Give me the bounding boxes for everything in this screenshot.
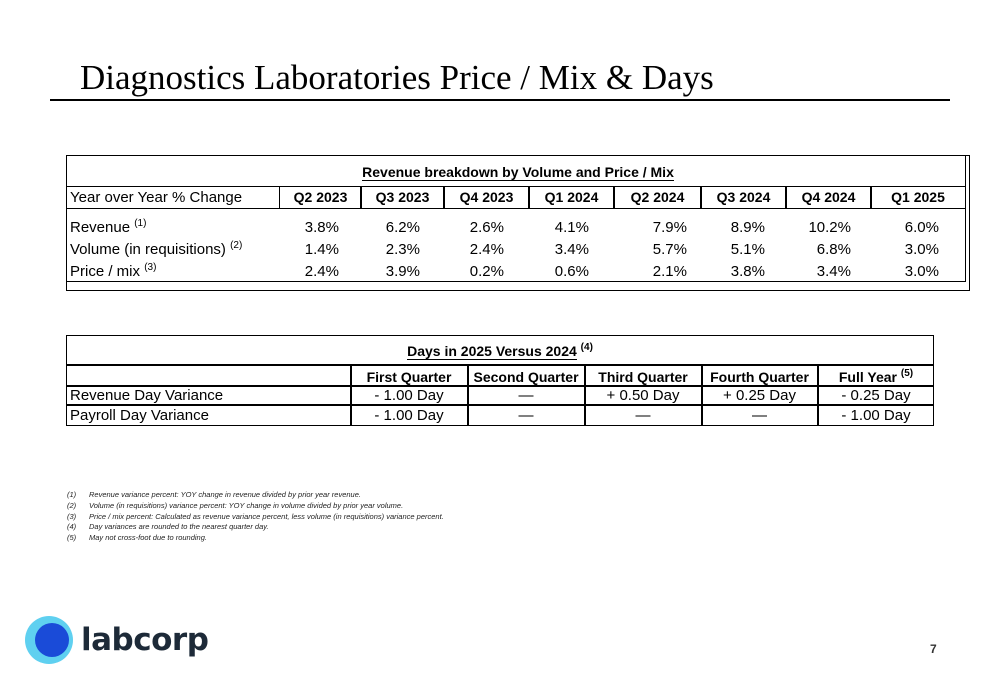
row-label-revenue-note: (1)	[134, 218, 147, 229]
table-cell: —	[518, 407, 534, 424]
footnote-number: (1)	[67, 490, 77, 499]
footnote-number: (5)	[67, 533, 77, 543]
table-cell: - 1.00 Day	[374, 407, 444, 424]
table-cell: 0.2%	[469, 263, 504, 280]
table-cell: —	[635, 407, 651, 424]
footnote-text: Volume (in requisitions) variance percent: YOY change in volume divided by prior year volume.	[89, 500, 404, 510]
table-cell: 4.1%	[554, 219, 589, 236]
table-cell: 3.8%	[730, 263, 765, 280]
revenue-breakdown-table	[66, 155, 970, 291]
table-cell: 6.2%	[385, 219, 420, 236]
table-cell: —	[752, 407, 767, 424]
table-cell: 2.3%	[385, 241, 420, 258]
footnote	[67, 522, 444, 533]
row-label-payroll-day-variance: Payroll Day Variance	[70, 407, 209, 424]
table-cell: - 0.25 Day	[841, 387, 911, 404]
footnote-number: (3)	[67, 511, 77, 521]
row-label-volume-note: (2)	[230, 240, 243, 251]
revenue-breakdown-header-row	[67, 186, 966, 209]
table-cell: 3.0%	[904, 241, 939, 258]
table-cell: 3.4%	[816, 263, 851, 280]
labcorp-logo	[25, 616, 208, 664]
footnote-text: Revenue variance percent: YOY change in revenue divided by prior year revenue.	[89, 490, 361, 499]
row-label-price-mix	[70, 262, 156, 282]
days-variance-caption-note: (4)	[580, 342, 593, 353]
footnote	[67, 501, 444, 512]
row-label-price-mix-note: (3)	[144, 262, 157, 273]
table2-divider-top	[67, 364, 933, 366]
column-header-third-quarter: Third Quarter	[598, 369, 688, 385]
revenue-breakdown-caption-text: Revenue breakdown by Volume and Price / Mix	[362, 164, 674, 180]
column-header-first-quarter: First Quarter	[366, 369, 452, 385]
table-cell: —	[518, 387, 534, 404]
table-cell: 3.0%	[904, 263, 939, 280]
page-title: Diagnostics Laboratories Price / Mix & Days	[80, 58, 714, 97]
column-header-q1-2025: Q1 2025	[870, 186, 966, 209]
table-cell: 2.1%	[652, 263, 687, 280]
table-cell: 1.4%	[304, 241, 339, 258]
footnotes	[67, 490, 444, 544]
table-cell: 8.9%	[730, 219, 765, 236]
footnote	[67, 512, 444, 523]
column-header-q3-2024: Q3 2024	[700, 186, 787, 209]
column-header-q4-2023: Q4 2023	[443, 186, 530, 209]
table-cell: 3.4%	[554, 241, 589, 258]
row-label-revenue-day-variance: Revenue Day Variance	[70, 387, 224, 404]
table-cell: 2.4%	[469, 241, 504, 258]
table-cell: + 0.25 Day	[723, 387, 796, 404]
table-cell: - 1.00 Day	[374, 387, 444, 404]
footnote-number: (2)	[67, 500, 77, 510]
revenue-breakdown-caption	[67, 163, 969, 181]
row-label-volume	[70, 240, 242, 260]
table-cell: 6.0%	[904, 219, 939, 236]
column-header-q4-2024: Q4 2024	[785, 186, 872, 209]
title-divider	[50, 99, 950, 101]
column-header-q3-2023: Q3 2023	[360, 186, 445, 209]
table-cell: 3.9%	[385, 263, 420, 280]
footnote-text: Day variances are rounded to the nearest quarter day.	[89, 522, 269, 532]
days-variance-table	[66, 335, 934, 426]
table-cell: 5.7%	[652, 241, 687, 258]
row-label-revenue	[70, 218, 146, 238]
column-header-full-year-text: Full Year	[838, 369, 897, 385]
footnote-text: Price / mix percent: Calculated as revenue variance percent, less volume (in requisitions) variance percent.	[89, 511, 444, 521]
days-variance-caption-text: Days in 2025 Versus 2024	[407, 343, 577, 359]
row-label-revenue-text: Revenue	[70, 219, 131, 236]
footnote-number: (4)	[67, 522, 77, 532]
table-cell: 6.8%	[816, 241, 851, 258]
footnote	[67, 533, 444, 544]
column-header-q2-2024: Q2 2024	[613, 186, 702, 209]
column-header-second-quarter: Second Quarter	[473, 369, 579, 385]
page-number: 7	[930, 642, 937, 656]
yoy-header-label: Year over Year % Change	[70, 189, 243, 206]
table-cell: 0.6%	[554, 263, 589, 280]
footnote-text: May not cross-foot due to rounding.	[89, 533, 207, 543]
row-label-volume-text: Volume (in requisitions)	[70, 241, 226, 258]
labcorp-logo-text: labcorp	[81, 622, 209, 658]
column-header-q2-2023: Q2 2023	[279, 186, 362, 209]
row-label-price-mix-text: Price / mix	[70, 263, 141, 280]
footnote	[67, 490, 444, 501]
table-cell: 3.8%	[304, 219, 339, 236]
column-header-full-year	[818, 367, 934, 387]
column-header-fourth-quarter: Fourth Quarter	[710, 369, 809, 385]
column-header-full-year-note: (5)	[900, 368, 914, 379]
table-cell: 5.1%	[730, 241, 765, 258]
table-cell: 10.2%	[808, 219, 851, 236]
table-cell: 2.6%	[469, 219, 504, 236]
column-header-q1-2024: Q1 2024	[528, 186, 615, 209]
table-cell: 7.9%	[652, 219, 687, 236]
labcorp-logo-icon	[25, 616, 73, 664]
days-variance-caption	[67, 341, 933, 361]
table-cell: + 0.50 Day	[606, 387, 680, 404]
table-cell: - 1.00 Day	[841, 407, 911, 424]
table-cell: 2.4%	[304, 263, 339, 280]
